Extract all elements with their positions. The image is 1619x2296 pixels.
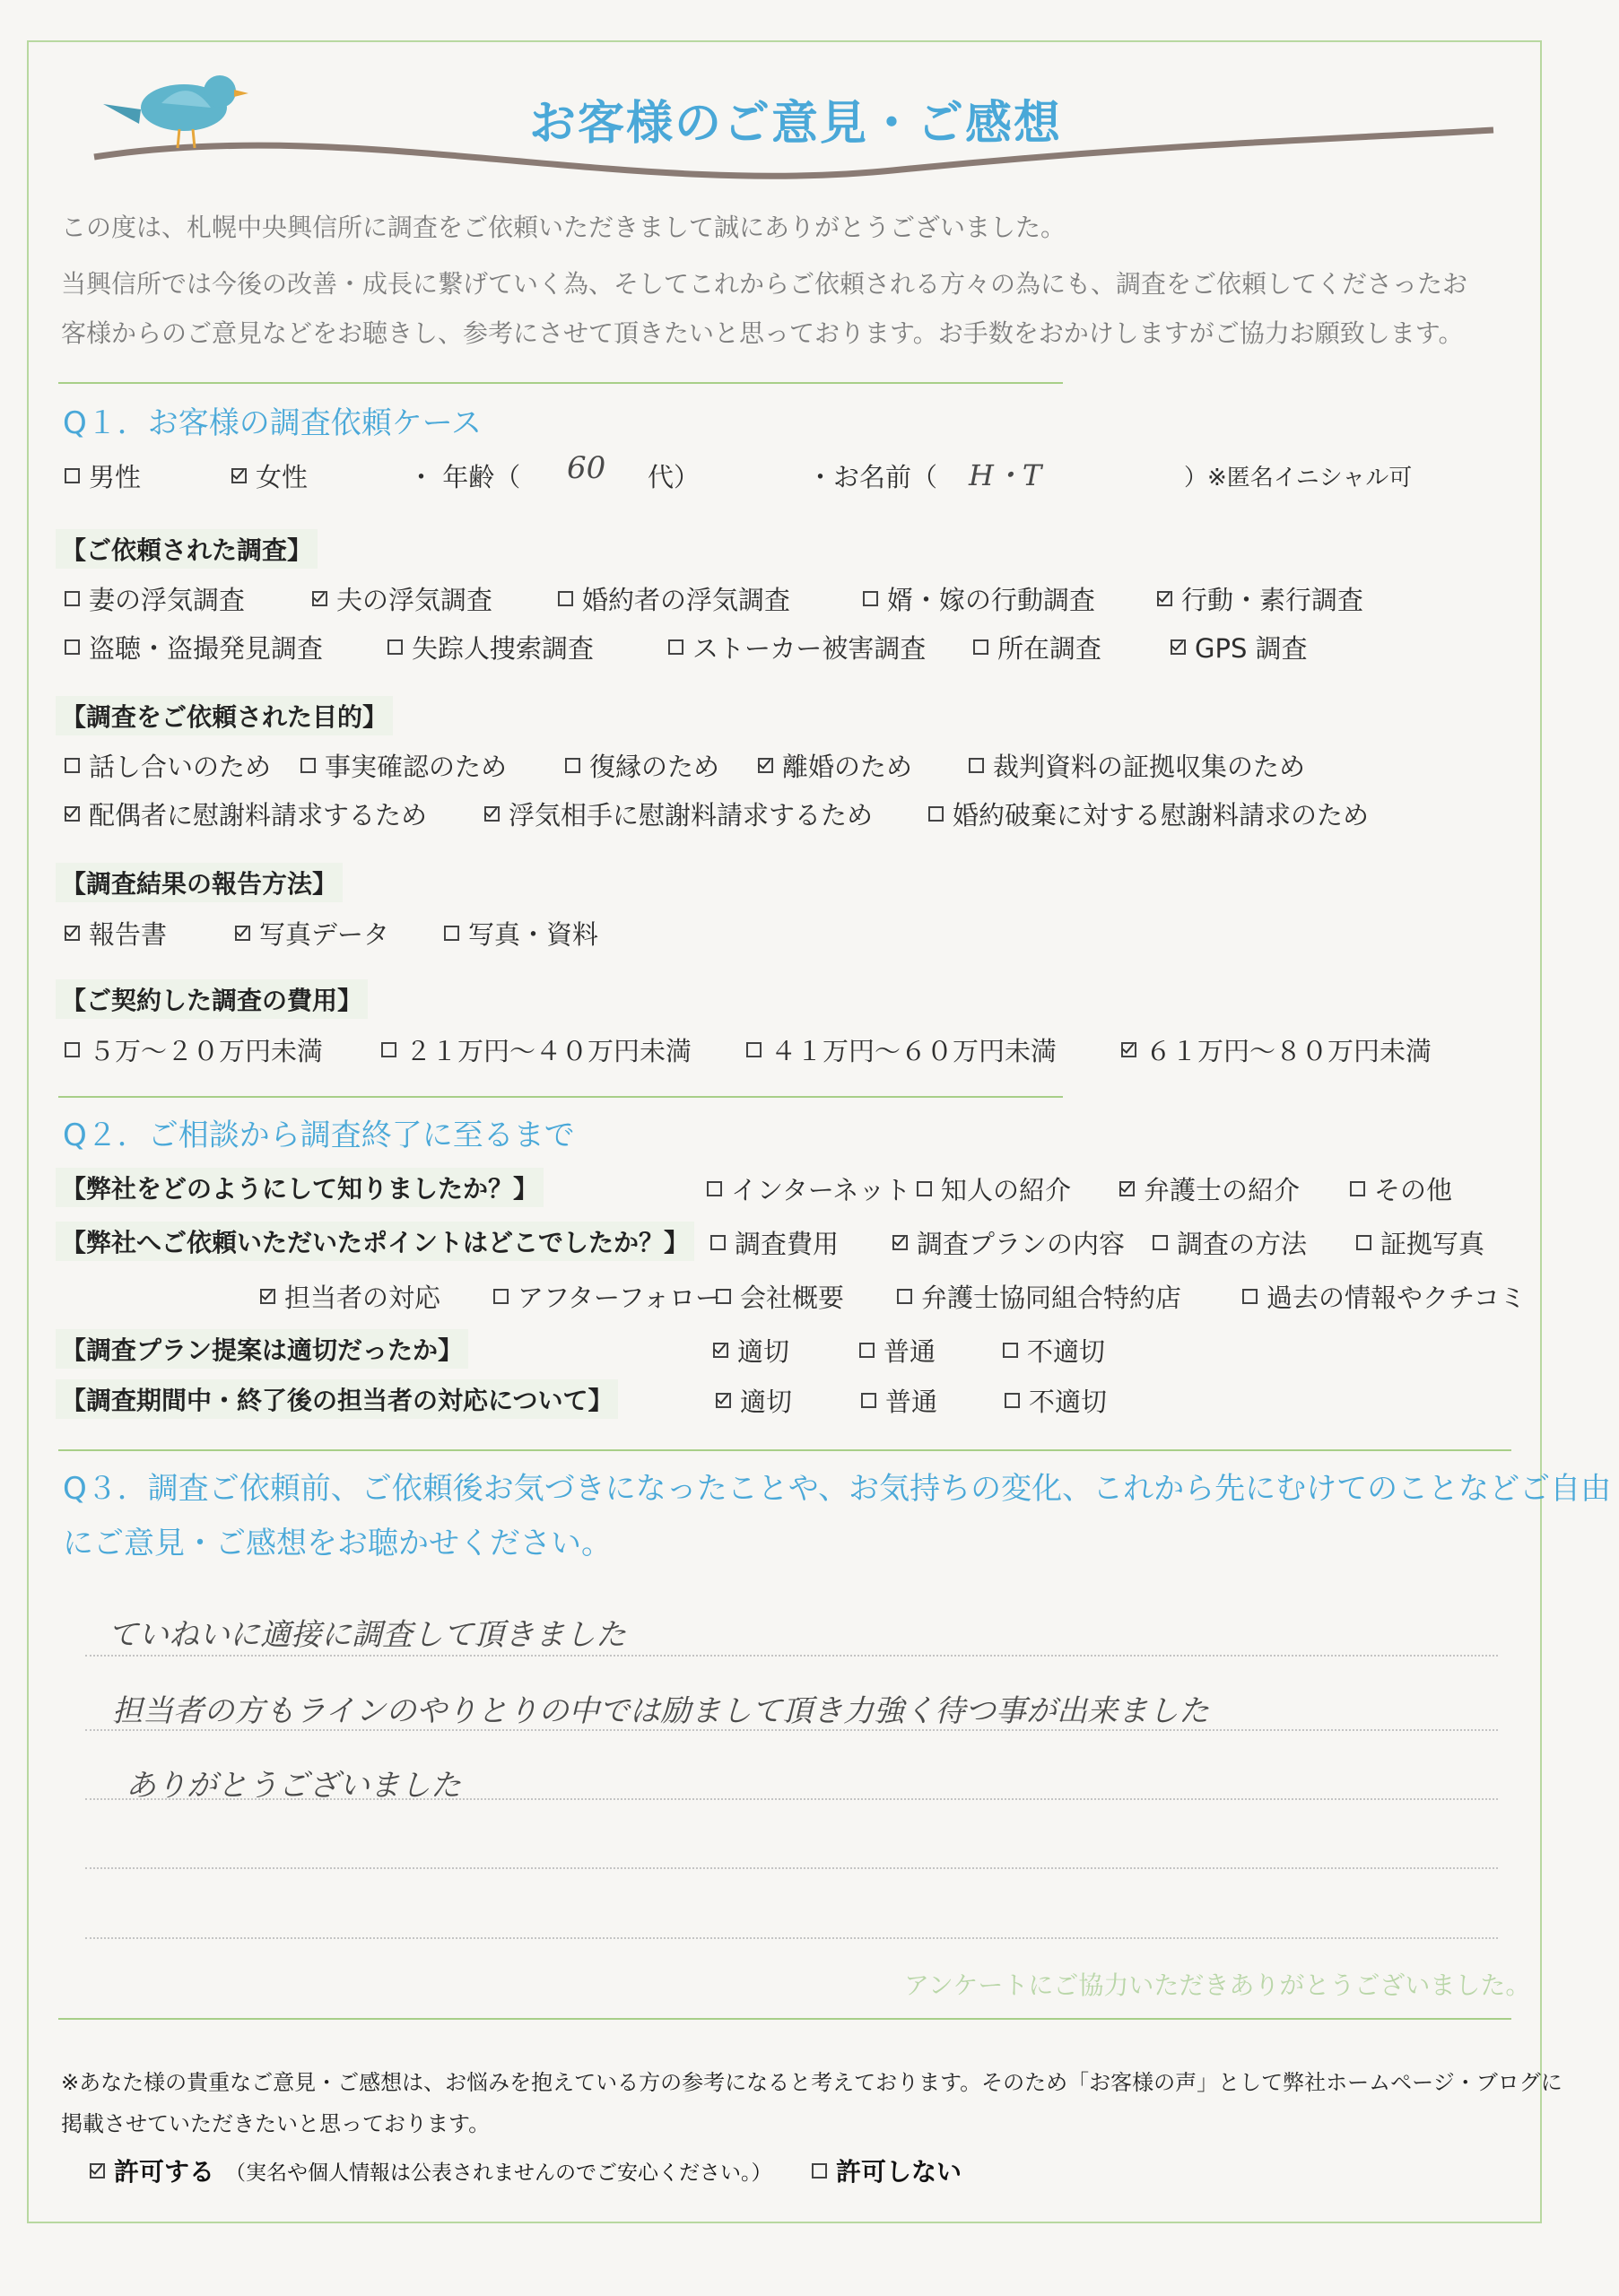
checkbox-checked-icon xyxy=(90,2163,105,2179)
point-option[interactable]: 弁護士協同組合特約店 xyxy=(897,1278,1181,1315)
purpose-option[interactable]: 配偶者に慰謝料請求するため xyxy=(65,796,427,832)
survey-option[interactable]: GPS 調査 xyxy=(1171,629,1308,665)
survey-option[interactable]: 所在調査 xyxy=(973,629,1101,665)
survey-option[interactable]: 失踪人捜索調査 xyxy=(387,629,594,665)
survey-option[interactable]: 行動・素行調査 xyxy=(1157,580,1363,617)
answer-line-3[interactable]: ありがとうございました xyxy=(126,1768,461,1804)
survey-option[interactable]: 夫の浮気調査 xyxy=(312,580,492,617)
intro-line-3: 客様からのご意見などをお聴きし、参考にさせて頂きたいと思っております。お手数をおかけしますがご協力お願致します。 xyxy=(61,318,1464,348)
notice-line-2: 掲載させていただきたいと思っております。 xyxy=(61,2111,491,2136)
thanks-text: アンケートにご協力いただきありがとうございました。 xyxy=(904,1970,1531,2000)
point-option[interactable]: 調査の方法 xyxy=(1153,1224,1307,1261)
divider xyxy=(58,382,1063,384)
answer-ruled-line xyxy=(85,1655,1498,1657)
notice-line-1: ※あなた様の貴重なご意見・ご感想は、お悩みを抱えている方の参考になると考えております。そのため「お客様の声」として弊社ホームページ・ブログに xyxy=(61,2070,1562,2095)
intro-line-2: 当興信所では今後の改善・成長に繋げていく為、そしてこれからご依頼される方々の為にも、調査をご依頼してくださったお xyxy=(61,269,1468,299)
purpose-option[interactable]: 婚約破棄に対する慰謝料請求のため xyxy=(928,796,1369,832)
report-option[interactable]: 報告書 xyxy=(65,915,167,952)
checkbox-icon xyxy=(65,468,80,483)
page-title: お客様のご意見・ご感想 xyxy=(529,97,1063,151)
answer-line-2[interactable]: 担当者の方もラインのやりとりの中では励まして頂き力強く待つ事が出来ました xyxy=(112,1693,1209,1729)
plan-option[interactable]: 普通 xyxy=(859,1332,936,1369)
divider xyxy=(58,2018,1511,2020)
answer-ruled-line xyxy=(85,1798,1498,1800)
answer-ruled-line xyxy=(85,1937,1498,1939)
purpose-option[interactable]: 離婚のため xyxy=(758,747,912,784)
how-option[interactable]: その他 xyxy=(1350,1170,1452,1207)
staff-option[interactable]: 不適切 xyxy=(1005,1382,1107,1419)
survey-option[interactable]: 婚約者の浮気調査 xyxy=(558,580,790,617)
purpose-option[interactable]: 浮気相手に慰謝料請求するため xyxy=(484,796,873,832)
point-option[interactable]: 証拠写真 xyxy=(1356,1224,1484,1261)
report-option[interactable]: 写真データ xyxy=(235,915,389,952)
how-option[interactable]: 弁護士の紹介 xyxy=(1119,1170,1300,1207)
q3-title-line-2: にご意見・ご感想をお聴かせください。 xyxy=(63,1526,612,1561)
plan-header: 【調査プラン提案は適切だったか】 xyxy=(56,1329,468,1369)
age-value[interactable]: 60 xyxy=(567,450,606,486)
deny-option[interactable]: 許可しない xyxy=(812,2152,962,2188)
answer-line-1[interactable]: ていねいに適接に調査して頂きました xyxy=(108,1617,626,1653)
staff-header: 【調査期間中・終了後の担当者の対応について】 xyxy=(56,1379,618,1419)
how-option[interactable]: インターネット xyxy=(707,1170,910,1207)
cost-header: 【ご契約した調査の費用】 xyxy=(56,979,368,1019)
point-header: 【弊社へご依頼いただいたポイントはどこでしたか？】 xyxy=(56,1222,694,1261)
survey-option[interactable]: 盗聴・盗撮発見調査 xyxy=(65,629,323,665)
q3-title-line-1: Q３．調査ご依頼前、ご依頼後お気づきになったことや、お気持ちの変化、これから先にむけてのことなどご自由 xyxy=(63,1471,1612,1507)
point-option[interactable]: 調査プランの内容 xyxy=(892,1224,1125,1261)
cost-option[interactable]: ５万～２０万円未満 xyxy=(65,1031,323,1068)
q2-title: Q２．ご相談から調査終了に至るまで xyxy=(63,1118,575,1153)
purpose-option[interactable]: 話し合いのため xyxy=(65,747,271,784)
gender-male[interactable]: 男性 xyxy=(65,457,141,494)
how-option[interactable]: 知人の紹介 xyxy=(917,1170,1071,1207)
purpose-option[interactable]: 裁判資料の証拠収集のため xyxy=(969,747,1305,784)
survey-option[interactable]: 婿・嫁の行動調査 xyxy=(863,580,1095,617)
point-option[interactable]: 会社概要 xyxy=(716,1278,844,1315)
point-option[interactable]: 担当者の対応 xyxy=(260,1278,440,1315)
intro-line-1: この度は、札幌中央興信所に調査をご依頼いただきまして誠にありがとうございました。 xyxy=(61,213,1066,242)
divider xyxy=(58,1096,1063,1098)
survey-option[interactable]: ストーカー被害調査 xyxy=(668,629,926,665)
report-option[interactable]: 写真・資料 xyxy=(444,915,598,952)
divider xyxy=(58,1449,1511,1451)
purpose-option[interactable]: 復縁のため xyxy=(565,747,719,784)
plan-option[interactable]: 不適切 xyxy=(1003,1332,1105,1369)
survey-option[interactable]: 妻の浮気調査 xyxy=(65,580,245,617)
plan-option[interactable]: 適切 xyxy=(713,1332,789,1369)
name-label: ・お名前（ xyxy=(807,462,938,492)
bird-icon xyxy=(103,75,248,148)
cost-option[interactable]: ２１万円～４０万円未満 xyxy=(381,1031,692,1068)
cost-option[interactable]: ６１万円～８０万円未満 xyxy=(1121,1031,1432,1068)
name-suffix: ）※匿名イニシャル可 xyxy=(1184,465,1413,491)
point-option[interactable]: アフターフォロー xyxy=(493,1278,721,1315)
how-header: 【弊社をどのようにして知りましたか？】 xyxy=(56,1168,544,1207)
answer-ruled-line xyxy=(85,1729,1498,1731)
q1-title: Q１．お客様の調査依頼ケース xyxy=(63,405,483,441)
purpose-header: 【調査をご依頼された目的】 xyxy=(56,696,393,735)
staff-option[interactable]: 普通 xyxy=(861,1382,937,1419)
survey-header: 【ご依頼された調査】 xyxy=(56,529,318,569)
checkbox-icon xyxy=(812,2163,827,2179)
point-option[interactable]: 調査費用 xyxy=(710,1224,839,1261)
report-header: 【調査結果の報告方法】 xyxy=(56,863,343,902)
staff-option[interactable]: 適切 xyxy=(716,1382,792,1419)
age-suffix: 代） xyxy=(648,462,701,492)
cost-option[interactable]: ４１万円～６０万円未満 xyxy=(746,1031,1057,1068)
age-label: ・ 年齢（ xyxy=(408,462,521,492)
allow-option[interactable]: 許可する （実名や個人情報は公表されませんのでご安心ください。） xyxy=(90,2152,772,2188)
purpose-option[interactable]: 事実確認のため xyxy=(300,747,507,784)
answer-ruled-line xyxy=(85,1867,1498,1869)
name-value[interactable]: H・T xyxy=(969,458,1042,492)
point-option[interactable]: 過去の情報やクチコミ xyxy=(1242,1278,1526,1315)
checkbox-checked-icon xyxy=(231,468,247,483)
gender-female[interactable]: 女性 xyxy=(231,457,308,494)
